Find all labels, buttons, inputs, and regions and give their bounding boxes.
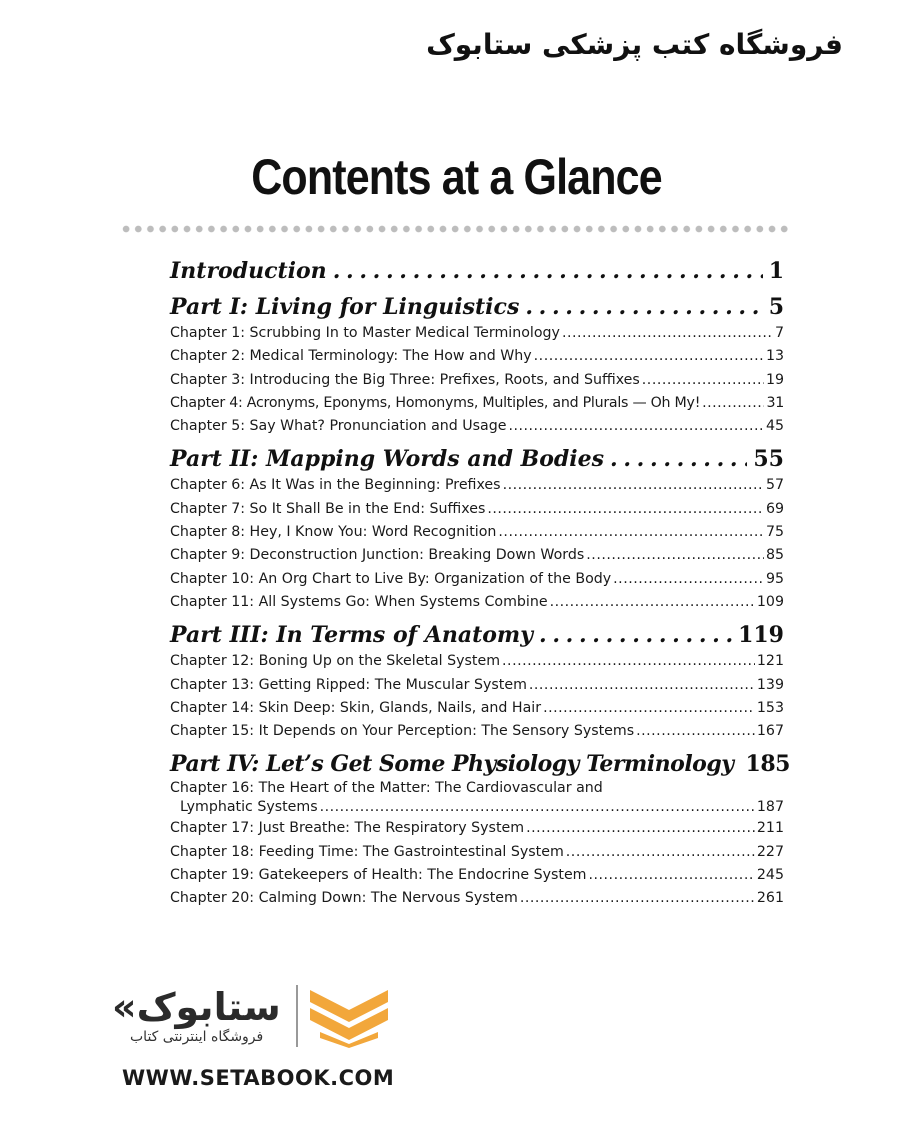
page-number: 261 bbox=[756, 890, 784, 907]
dot-leader bbox=[503, 474, 764, 497]
dot-leader bbox=[550, 591, 755, 614]
toc-part-2[interactable]: Part II: Mapping Words and Bodies . . . 55 bbox=[170, 444, 784, 474]
toc-chapter-7[interactable]: Chapter 7: So It Shall Be in the End: Suffixes ..... 69 bbox=[170, 498, 784, 521]
page-number: 57 bbox=[765, 477, 784, 494]
logo-divider bbox=[296, 985, 298, 1047]
toc-chapter-14[interactable]: Chapter 14: Skin Deep: Skin, Glands, Nails, and Hair ..... 153 bbox=[170, 697, 784, 720]
page-number: 167 bbox=[756, 723, 784, 740]
dot-leader bbox=[586, 544, 764, 567]
dot-leader bbox=[543, 697, 755, 720]
dot-leader bbox=[526, 817, 755, 840]
page-number: 245 bbox=[756, 867, 784, 884]
toc-part-3[interactable]: Part III: In Terms of Anatomy . . . 119 bbox=[170, 620, 784, 650]
page-number: 45 bbox=[765, 418, 784, 435]
dot-leader bbox=[636, 720, 755, 743]
table-of-contents bbox=[170, 250, 790, 911]
toc-chapter-18[interactable]: Chapter 18: Feeding Time: The Gastrointestinal System ..... 227 bbox=[170, 841, 784, 864]
page-number: 121 bbox=[756, 653, 784, 670]
toc-chapter-2[interactable]: Chapter 2: Medical Terminology: The How and Why ..... 13 bbox=[170, 345, 784, 368]
dot-leader bbox=[613, 568, 764, 591]
dot-leader bbox=[333, 256, 763, 286]
dot-leader bbox=[702, 392, 764, 415]
toc-chapter-17[interactable]: Chapter 17: Just Breathe: The Respiratory System ..... 211 bbox=[170, 817, 784, 840]
dot-leader bbox=[529, 674, 755, 697]
dot-leader bbox=[610, 444, 747, 474]
logo-subtitle: فروشگاه اینترنتی کتاب bbox=[130, 1029, 264, 1045]
toc-chapter-10[interactable]: Chapter 10: An Org Chart to Live By: Organization of the Body ..... 95 bbox=[170, 568, 784, 591]
toc-chapter-16[interactable]: Chapter 16: The Heart of the Matter: The Cardiovascular and Lymphatic Systems ..... 187 bbox=[170, 779, 784, 817]
logo-wordmark: «ستابوک bbox=[112, 985, 281, 1029]
page-number: 85 bbox=[765, 547, 784, 564]
page-number: 31 bbox=[766, 394, 784, 411]
toc-chapter-9[interactable]: Chapter 9: Deconstruction Junction: Breaking Down Words ..... 85 bbox=[170, 544, 784, 567]
dot-leader bbox=[508, 415, 763, 438]
page-number: 1 bbox=[768, 258, 784, 284]
dot-leader bbox=[320, 797, 755, 817]
page-number: 13 bbox=[765, 348, 784, 365]
dot-leader bbox=[498, 521, 764, 544]
toc-chapter-13[interactable]: Chapter 13: Getting Ripped: The Muscular System ..... 139 bbox=[170, 674, 784, 697]
dot-leader bbox=[539, 620, 732, 650]
toc-chapter-3[interactable]: Chapter 3: Introducing the Big Three: Prefixes, Roots, and Suffixes ..... 19 bbox=[170, 369, 784, 392]
dot-leader bbox=[562, 322, 773, 345]
page-number: 69 bbox=[765, 500, 784, 517]
toc-chapter-19[interactable]: Chapter 19: Gatekeepers of Health: The Endocrine System ..... 245 bbox=[170, 864, 784, 887]
toc-chapter-11[interactable]: Chapter 11: All Systems Go: When Systems Combine ..... 109 bbox=[170, 591, 784, 614]
dot-leader bbox=[525, 292, 762, 322]
dot-leader bbox=[566, 841, 755, 864]
toc-chapter-4[interactable]: Chapter 4: Acronyms, Eponyms, Homonyms, Multiples, and Plurals — Oh My! ..... 31 bbox=[170, 392, 784, 415]
page-number: 95 bbox=[765, 570, 784, 587]
toc-part-1[interactable]: Part I: Living for Linguistics . . . 5 bbox=[170, 292, 784, 322]
page-number: 187 bbox=[756, 799, 784, 816]
page-number: 7 bbox=[774, 325, 784, 341]
page-number: 119 bbox=[738, 622, 784, 649]
page-number: 19 bbox=[765, 371, 784, 388]
page-number: 5 bbox=[768, 294, 784, 320]
dot-leader bbox=[520, 887, 755, 910]
toc-chapter-12[interactable]: Chapter 12: Boning Up on the Skeletal System ..... 121 bbox=[170, 650, 784, 673]
dot-leader bbox=[487, 498, 764, 521]
dot-leader bbox=[589, 864, 755, 887]
toc-chapter-15[interactable]: Chapter 15: It Depends on Your Perception: The Sensory Systems ..... 167 bbox=[170, 720, 784, 743]
page-title: Contents at a Glance bbox=[251, 149, 662, 205]
dotted-divider bbox=[120, 223, 790, 235]
toc-part-4[interactable]: Part IV: Let’s Get Some Physiology Terminology 185 bbox=[170, 751, 790, 778]
dot-leader bbox=[534, 345, 764, 368]
page-number: 109 bbox=[756, 593, 784, 610]
chevron-logo-icon bbox=[306, 986, 392, 1048]
toc-chapter-1[interactable]: Chapter 1: Scrubbing In to Master Medical Terminology ..... 7 bbox=[170, 322, 784, 345]
store-header: فروشگاه کتب پزشکی ستابوک bbox=[426, 28, 843, 61]
toc-chapter-5[interactable]: Chapter 5: Say What? Pronunciation and Usage ..... 45 bbox=[170, 415, 784, 438]
toc-introduction[interactable]: Introduction . . . 1 bbox=[170, 256, 784, 286]
dot-leader bbox=[502, 650, 755, 673]
website-url[interactable]: WWW.SETABOOK.COM bbox=[122, 1066, 395, 1090]
page-number: 55 bbox=[753, 446, 784, 473]
page-number: 139 bbox=[756, 676, 784, 693]
dot-leader bbox=[642, 369, 764, 392]
toc-chapter-8[interactable]: Chapter 8: Hey, I Know You: Word Recognition ..... 75 bbox=[170, 521, 784, 544]
page-number: 75 bbox=[765, 524, 784, 541]
toc-chapter-6[interactable]: Chapter 6: As It Was in the Beginning: Prefixes ..... 57 bbox=[170, 474, 784, 497]
toc-chapter-20[interactable]: Chapter 20: Calming Down: The Nervous System ..... 261 bbox=[170, 887, 784, 910]
page-number: 211 bbox=[756, 820, 784, 837]
page-number: 153 bbox=[756, 699, 784, 716]
page-number: 185 bbox=[745, 751, 790, 778]
page-number: 227 bbox=[756, 843, 784, 860]
